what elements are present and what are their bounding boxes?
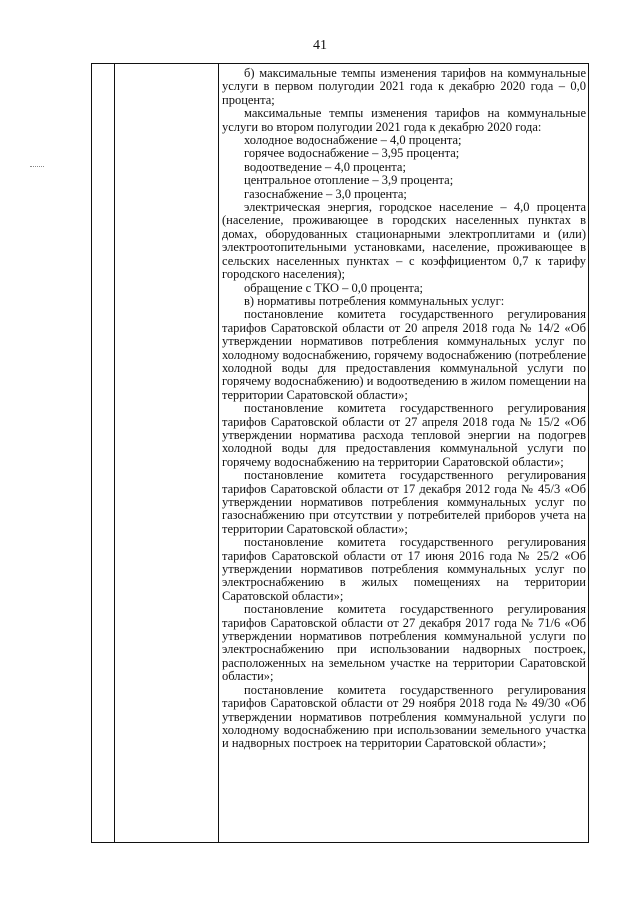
table-row bbox=[92, 64, 589, 843]
paragraph: электрическая энергия, городское население – 4,0 процента (население, проживающее в городских населенных пунктах в домах, оборудованных стационарными электроплитами и (или) электроотопительными установками, население, проживающее в сельских населенных пунктах – с коэффициентом 0,7 к тарифу городского населения); bbox=[222, 200, 586, 282]
body-text bbox=[219, 64, 588, 751]
table-cell-name bbox=[115, 64, 219, 843]
table-cell-number bbox=[92, 64, 115, 843]
paragraph: постановление комитета государственного регулирования тарифов Саратовской области от 17 декабря 2012 года № 45/3 «Об утверждении нормативов потребления коммунальных услуг по газоснабжению при отсутствии у потребителей приборов учета на территории Саратовской области»; bbox=[222, 468, 586, 536]
paragraph: в) нормативы потребления коммунальных услуг: bbox=[244, 293, 505, 308]
document-table bbox=[91, 63, 589, 843]
paragraph: максимальные темпы изменения тарифов на коммунальные услуги во втором полугодии 2021 года к декабрю 2020 года: bbox=[222, 106, 586, 134]
paragraph: постановление комитета государственного регулирования тарифов Саратовской области от 29 ноября 2018 года № 49/30 «Об утверждении нормативов потребления коммунальной услуги по холодному водоснабжению при использовании земельного участка и надворных построек на территории Саратовской области»; bbox=[222, 682, 586, 751]
paragraph: обращение с ТКО – 0,0 процента; bbox=[244, 280, 423, 295]
paragraph: центральное отопление – 3,9 процента; bbox=[244, 173, 454, 188]
table-cell-content bbox=[219, 64, 589, 843]
page-number: 41 bbox=[313, 38, 327, 53]
paragraph: постановление комитета государственного регулирования тарифов Саратовской области от 17 июня 2016 года № 25/2 «Об утверждении нормативов потребления коммунальных услуг по электроснабжению в жилых помещениях на территории Саратовской области»; bbox=[222, 535, 586, 603]
paragraph: постановление комитета государственного регулирования тарифов Саратовской области от 27 апреля 2018 года № 15/2 «Об утверждении норматива расхода тепловой энергии на подогрев холодной воды для предоставления коммунальной услуги по горячему водоснабжению на территории Саратовской области»; bbox=[222, 401, 586, 469]
margin-mark bbox=[30, 166, 44, 168]
paragraph: водоотведение – 4,0 процента; bbox=[244, 159, 406, 174]
paragraph: газоснабжение – 3,0 процента; bbox=[244, 186, 407, 201]
paragraph: постановление комитета государственного регулирования тарифов Саратовской области от 20 апреля 2018 года № 14/2 «Об утверждении нормативов потребления коммунальных услуг по холодному водоснабжению, горячему водоснабжению (потребление холодной воды для предоставления коммунальной услуги по горячему водоснабжению) и водоотведению в жилом помещении на территории Саратовской области»; bbox=[222, 307, 586, 402]
paragraph: постановление комитета государственного регулирования тарифов Саратовской области от 27 декабря 2017 года № 71/6 «Об утверждении нормативов потребления коммунальной услуги по электроснабжению при использовании надворных построек, расположенных на земельном участке на территории Саратовской области»; bbox=[222, 602, 586, 684]
paragraph: б) максимальные темпы изменения тарифов на коммунальные услуги в первом полугодии 2021 года к декабрю 2020 года – 0,0 процента; bbox=[222, 66, 586, 107]
paragraph: холодное водоснабжение – 4,0 процента; bbox=[244, 133, 462, 148]
paragraph: горячее водоснабжение – 3,95 процента; bbox=[244, 146, 460, 161]
